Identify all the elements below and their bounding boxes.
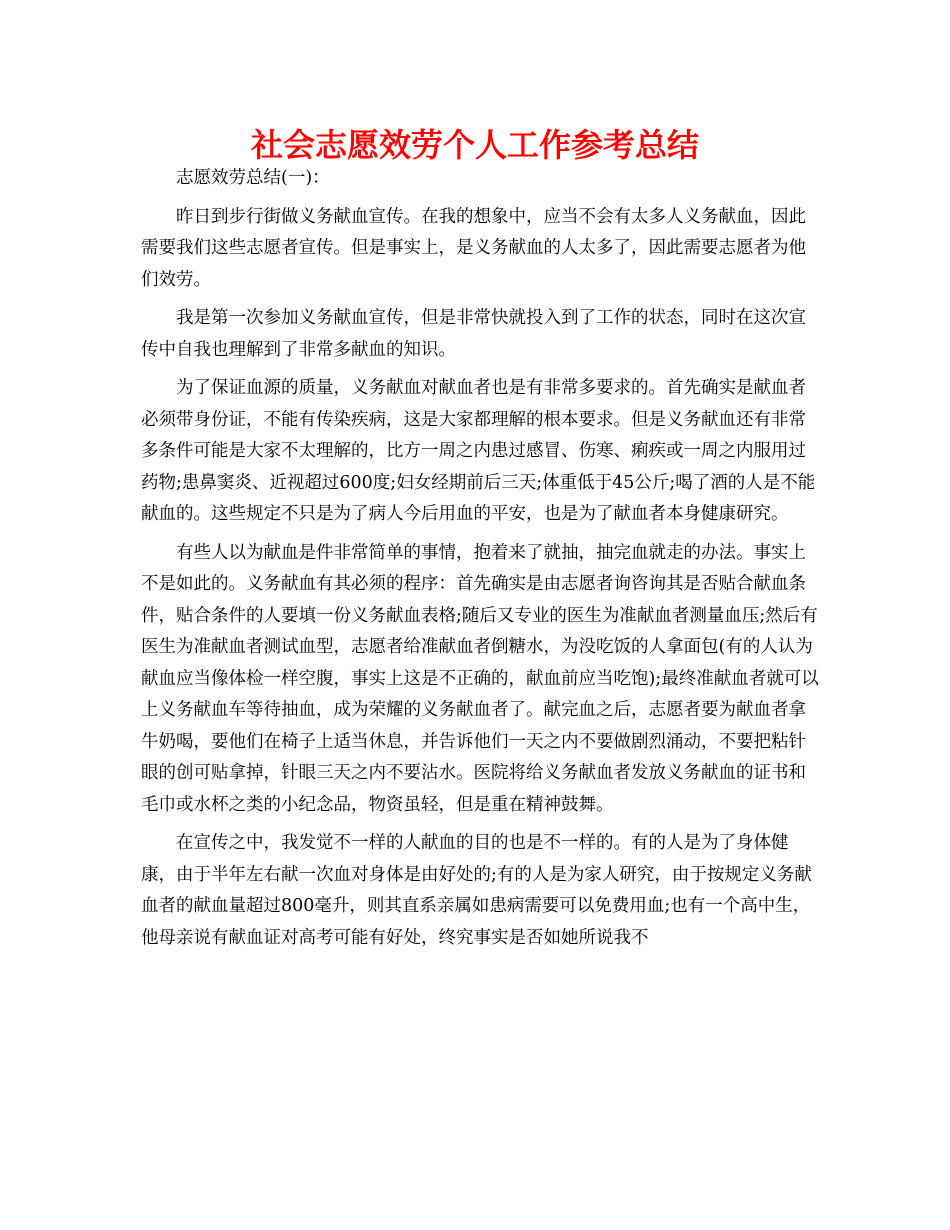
section-heading: 志愿效劳总结(一)： [176, 168, 330, 188]
document-title: 社会志愿效劳个人工作参考总结 [250, 126, 699, 164]
paragraph-3: 为了保证血源的质量，义务献血对献血者也是有非常多要求的。首先确实是献血者必须带身份证，不能有传染疾病，这是大家都理解的根本要求。但是义务献血还有非常多条件可能是大家不太理解的，比方一周之内患过感冒、伤寒、痢疾或一周之内服用过药物;患鼻窦炎、近视超过600度;妇女经期前后三天;体重低于45公斤;喝了酒的人是不能献血的。这些规定不只是为了病人今后用血的平安，也是为了献血者本身健康研究。 [141, 378, 816, 524]
paragraph-2: 我是第一次参加义务献血宣传，但是非常快就投入到了工作的状态，同时在这次宣传中自我也理解到了非常多献血的知识。 [141, 308, 806, 360]
paragraph-4: 有些人以为献血是件非常简单的事情，抱着来了就抽，抽完血就走的办法。事实上不是如此的。义务献血有其必须的程序：首先确实是由志愿者询咨询其是否贴合献血条件，贴合条件的人要填一份义务献血表格;随后又专业的医生为准献血者测量血压;然后有医生为准献血者测试血型，志愿者给准献血者倒糖水，为没吃饭的人拿面包(有的人认为献血应当像体检一样空腹，事实上这是不正确的，献血前应当吃饱);最终准献血者就可以上义务献血车等待抽血，成为荣耀的义务献血者了。献完血之后，志愿者要为献血者拿牛奶喝，要他们在椅子上适当休息，并告诉他们一天之内不要做剧烈涌动，不要把粘针眼的创可贴拿掉，针眼三天之内不要沾水。医院将给义务献血者发放义务献血的证书和毛巾或水杯之类的小纪念品，物资虽轻，但是重在精神鼓舞。 [141, 542, 819, 815]
paragraph-5: 在宣传之中，我发觉不一样的人献血的目的也是不一样的。有的人是为了身体健康，由于半年左右献一次血对身体是由好处的;有的人是为家人研究，由于按规定义务献血者的献血量超过800毫升，则其直系亲属如患病需要可以免费用血;也有一个高中生，他母亲说有献血证对高考可能有好处，终究事实是否如她所说我不 [141, 833, 812, 948]
paragraph-1: 昨日到步行街做义务献血宣传。在我的想象中，应当不会有太多人义务献血，因此需要我们这些志愿者宣传。但是事实上，是义务献血的人太多了，因此需要志愿者为他们效劳。 [141, 206, 806, 290]
document-body [141, 163, 821, 954]
